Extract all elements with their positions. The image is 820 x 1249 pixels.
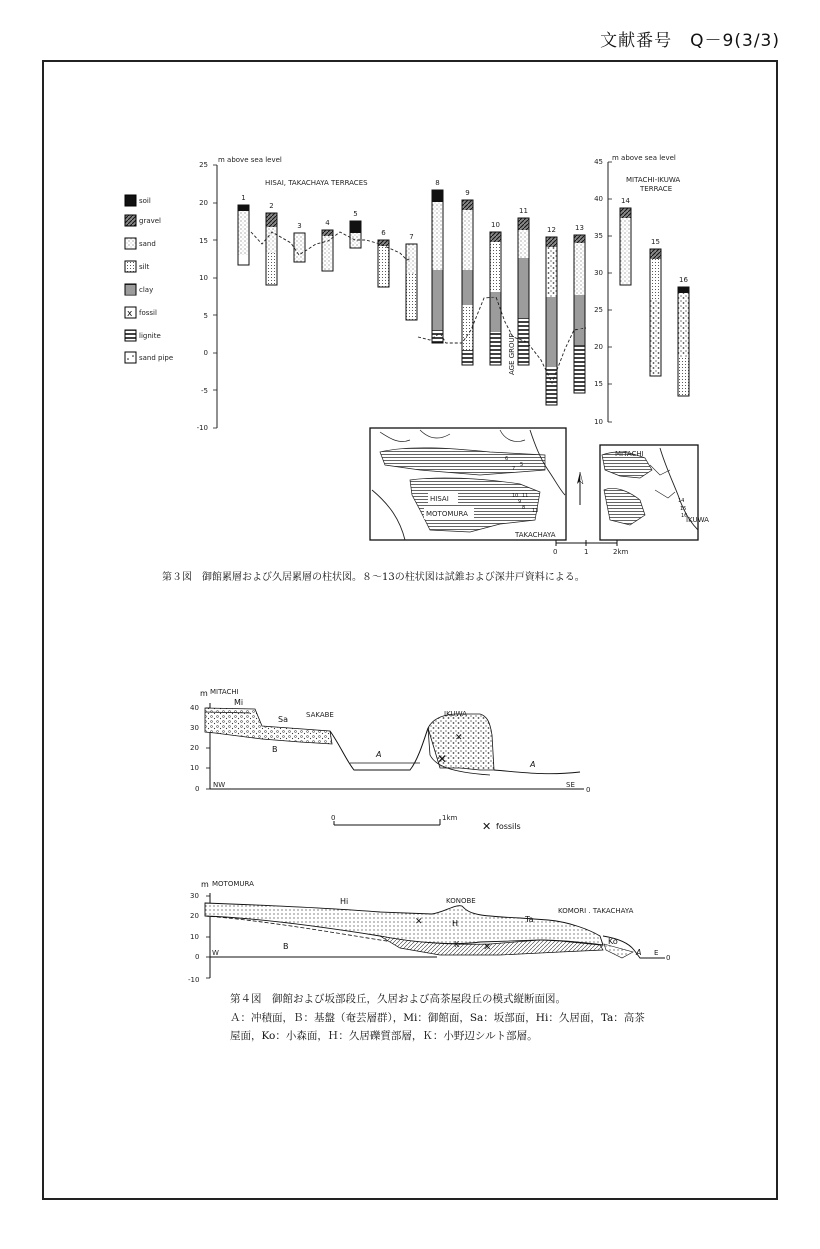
layer-silt: [462, 305, 473, 350]
layer-silt: [266, 253, 277, 285]
fig4b-label-e: E: [654, 949, 659, 957]
stratigraphic-column-9: [462, 189, 473, 365]
svg-text:30: 30: [594, 269, 603, 277]
right-axis-title: m above sea level: [612, 154, 676, 162]
column-number: 14: [621, 197, 630, 205]
layer-clay: [432, 270, 443, 330]
svg-text:35: 35: [594, 232, 603, 240]
svg-text:fossil: fossil: [139, 309, 157, 317]
svg-text:1: 1: [584, 548, 589, 556]
stratigraphic-column-2: [266, 202, 277, 285]
fossils-legend: [482, 820, 521, 833]
layer-gravel: [574, 235, 585, 243]
svg-text:x: x: [127, 309, 133, 319]
layer-lignite: [462, 350, 473, 365]
figure-4-caption-line1: 第４図 御館および坂部段丘，久居および高茶屋段丘の模式縦断面図。: [230, 993, 566, 1005]
map-label-takachaya: TAKACHAYA: [515, 531, 556, 539]
svg-text:0: 0: [553, 548, 558, 556]
column-number: 10: [491, 221, 500, 229]
svg-text:silt: silt: [139, 263, 150, 271]
fig4b-label-ko: Ko: [608, 937, 618, 946]
layer-lignite: [574, 345, 585, 393]
svg-text:lignite: lignite: [139, 332, 161, 340]
svg-text:1km: 1km: [442, 814, 458, 822]
stratigraphic-column-13: [574, 224, 585, 393]
svg-text:40: 40: [594, 195, 603, 203]
svg-text:gravel: gravel: [139, 217, 162, 225]
map-label-mitachi: MITACHI: [615, 450, 644, 458]
column-number: 12: [547, 226, 556, 234]
svg-text:30: 30: [190, 892, 199, 900]
map-label-hisai: HISAI: [430, 495, 449, 503]
stratigraphic-column-14: [620, 197, 631, 285]
fig4b-label-konobe: KONOBE: [446, 897, 476, 905]
legend-swatch-gravel: [125, 215, 136, 226]
fig4a-label-mi: Mi: [234, 698, 244, 707]
svg-text:10: 10: [190, 933, 199, 941]
layer-silt: [378, 246, 389, 287]
svg-text:✕: ✕: [415, 917, 423, 927]
figure-4b-cross-section: [188, 880, 670, 984]
fig4a-label-ikuwa: IKUWA: [444, 710, 467, 718]
map-scale-bar: [553, 540, 629, 556]
stratigraphic-column-8: [432, 179, 443, 343]
column-number: 4: [325, 219, 330, 227]
layer-gravel: [462, 200, 473, 210]
column-number: 1: [241, 194, 246, 202]
fig4a-label-zero: 0: [586, 786, 591, 794]
fig4a-label-a2: A: [530, 760, 536, 769]
age-group-label: AGE GROUP: [508, 333, 516, 375]
svg-text:15: 15: [199, 237, 208, 245]
svg-text:8: 8: [522, 505, 526, 511]
svg-text:10: 10: [594, 418, 603, 426]
layer-sand: [620, 218, 631, 285]
legend-swatch-lignite: [125, 330, 136, 341]
column-number: 11: [519, 207, 528, 215]
svg-text:20: 20: [190, 744, 199, 752]
lithology-legend: [125, 195, 173, 363]
layer-gravel: [650, 249, 661, 259]
layer-mix: [678, 293, 689, 357]
location-map-right: [600, 445, 709, 540]
column-number: 9: [465, 189, 470, 197]
fig4a-label-nw: NW: [213, 781, 226, 789]
fig4a-unit: m: [200, 689, 208, 698]
layer-gravel: [518, 218, 529, 230]
stratigraphic-column-11: [518, 207, 529, 365]
legend-swatch-clay: [125, 284, 136, 295]
location-map-left: [370, 428, 566, 540]
fig4a-label-se: SE: [566, 781, 575, 789]
layer-gravel: [620, 208, 631, 218]
fig4b-unit: m: [201, 880, 209, 889]
svg-text:15: 15: [680, 506, 687, 512]
column-number: 6: [381, 229, 386, 237]
svg-text:soil: soil: [139, 197, 151, 205]
stratigraphic-column-16: [678, 276, 689, 396]
fig4a-label-a1: A: [376, 750, 382, 759]
legend-swatch-sand: [125, 238, 136, 249]
svg-text:sand pipe: sand pipe: [139, 354, 174, 362]
svg-text:11: 11: [522, 493, 529, 499]
svg-text:✕: ✕: [455, 733, 463, 743]
layer-sand: [462, 210, 473, 270]
fig4a-label-b: B: [272, 745, 278, 754]
column-number: 7: [409, 233, 414, 241]
layer-gravel: [322, 230, 333, 236]
fossil-icon: ✕: [482, 820, 492, 833]
left-depth-axis: [197, 161, 217, 432]
svg-text:14: 14: [678, 498, 685, 504]
svg-text:20: 20: [199, 199, 208, 207]
svg-text:0: 0: [195, 953, 200, 961]
stratigraphic-column-10: [490, 221, 501, 365]
layer-sand: [406, 244, 417, 274]
layer-lignite: [490, 332, 501, 365]
document-number: 文献番号 Q－9(3/3): [600, 31, 780, 51]
fig4a-scale-bar: [331, 814, 458, 825]
layer-sand: [294, 233, 305, 262]
layer-sand: [266, 227, 277, 253]
layer-mix: [650, 299, 661, 376]
fig4a-label-mitachi: MITACHI: [210, 688, 239, 696]
right-depth-axis: [594, 158, 612, 426]
svg-text:16: 16: [681, 513, 688, 519]
svg-text:10: 10: [190, 764, 199, 772]
fig4b-label-komori: KOMORI . TAKACHAYA: [558, 907, 634, 915]
column-number: 13: [575, 224, 584, 232]
layer-clay: [574, 295, 585, 345]
svg-text:6: 6: [505, 456, 509, 462]
layer-soil: [678, 287, 689, 293]
svg-text:7: 7: [512, 466, 516, 472]
layer-sand: [432, 202, 443, 270]
svg-text:0: 0: [195, 785, 200, 793]
svg-text:20: 20: [594, 343, 603, 351]
legend-swatch-soil: [125, 195, 136, 206]
layer-silt: [406, 274, 417, 320]
layer-soil: [238, 205, 249, 211]
layer-gravel: [266, 213, 277, 227]
svg-text:-5: -5: [201, 387, 208, 395]
svg-text:5: 5: [520, 462, 524, 468]
svg-text:0: 0: [203, 349, 208, 357]
fig4a-label-sa: Sa: [278, 715, 288, 724]
layer-lignite: [432, 330, 443, 343]
fig4b-label-ta: Ta: [525, 915, 534, 924]
layer-silt: [490, 242, 501, 292]
layer-clay: [490, 292, 501, 332]
svg-text:sand: sand: [139, 240, 156, 248]
stratigraphic-column-12: [546, 226, 557, 405]
map-label-motomura: MOTOMURA: [426, 510, 468, 518]
svg-text:-10: -10: [196, 424, 208, 432]
fig4b-label-zero: 0: [666, 954, 671, 962]
svg-text:✕: ✕: [437, 752, 448, 766]
column-number: 3: [297, 222, 302, 230]
layer-sand: [238, 211, 249, 255]
figure-4a-cross-section: [190, 688, 590, 794]
column-number: 2: [269, 202, 274, 210]
layer-silt: [650, 259, 661, 299]
svg-text:10: 10: [199, 274, 208, 282]
svg-text:0: 0: [331, 814, 336, 822]
layer-soil: [350, 221, 361, 233]
fig4b-label-h: H: [452, 919, 459, 928]
svg-text:fossils: fossils: [496, 822, 521, 831]
map-label-ikuwa: IKUWA: [686, 516, 709, 524]
svg-text:9: 9: [518, 499, 522, 505]
svg-text:15: 15: [594, 380, 603, 388]
right-group-title-1: MITACHI-IKUWA: [626, 176, 681, 184]
fig4b-label-motomura: MOTOMURA: [212, 880, 254, 888]
svg-text:✕: ✕: [483, 942, 492, 953]
fig4b-label-w: W: [212, 949, 219, 957]
fig4a-label-sakabe: SAKABE: [306, 711, 334, 719]
stratigraphic-column-3: [294, 222, 305, 262]
layer-sand: [518, 230, 529, 258]
column-number: 8: [435, 179, 440, 187]
layer-clay: [546, 297, 557, 367]
layer-gravel: [546, 237, 557, 247]
layer-sand: [574, 243, 585, 295]
left-axis-title: m above sea level: [218, 156, 282, 164]
svg-text:25: 25: [594, 306, 603, 314]
legend-swatch-sand-pipe: [125, 352, 136, 363]
stratigraphic-columns: [238, 179, 689, 405]
svg-text:40: 40: [190, 704, 199, 712]
legend-swatch-silt: [125, 261, 136, 272]
svg-text:13: 13: [532, 508, 539, 514]
layer-lignite: [518, 318, 529, 365]
svg-text:25: 25: [199, 161, 208, 169]
svg-text:5: 5: [203, 312, 208, 320]
stratigraphic-column-6: [378, 229, 389, 287]
layer-soil: [432, 190, 443, 202]
fig4b-label-b: B: [283, 942, 289, 951]
svg-text:-10: -10: [188, 976, 200, 984]
column-number: 15: [651, 238, 660, 246]
right-group-title-2: TERRACE: [640, 185, 673, 193]
layer-lignite: [546, 367, 557, 405]
fig4b-label-a: A: [636, 948, 642, 957]
svg-text:10: 10: [512, 493, 519, 499]
left-group-title: HISAI, TAKACHAYA TERRACES: [265, 179, 368, 187]
figure-4-caption-line3: 屋面，Ko：小森面，Ｈ：久居礫質部層，Ｋ：小野辺シルト部層。: [230, 1030, 538, 1042]
layer-silt: [678, 357, 689, 396]
stratigraphic-column-5: [350, 210, 361, 248]
figure-3-caption: 第３図 御館累層および久居累層の柱状図。８～13の柱状図は試錐および深井戸資料による。: [162, 572, 585, 583]
fig4b-label-k: K: [454, 940, 460, 949]
column-number: 5: [353, 210, 358, 218]
svg-text:2km: 2km: [613, 548, 629, 556]
stratigraphic-column-15: [650, 238, 661, 376]
layer-sand: [350, 233, 361, 248]
svg-text:clay: clay: [139, 286, 154, 294]
north-arrow: [577, 472, 583, 505]
stratigraphic-column-7: [406, 233, 417, 320]
stratigraphic-column-1: [238, 194, 249, 265]
svg-text:30: 30: [190, 724, 199, 732]
column-number: 16: [679, 276, 688, 284]
layer-mix: [546, 247, 557, 297]
svg-text:20: 20: [190, 912, 199, 920]
fig4b-label-hi: Hi: [340, 897, 349, 906]
layer-gravel: [490, 232, 501, 242]
stratigraphic-column-4: [322, 219, 333, 271]
svg-text:45: 45: [594, 158, 603, 166]
layer-clay: [462, 270, 473, 305]
figure-4-caption-line2: Ａ：冲積面，Ｂ：基盤（奄芸層群），Mi：御館面，Sa：坂部面，Hi：久居面，Ta：高茶: [230, 1012, 645, 1024]
layer-clay: [518, 258, 529, 318]
